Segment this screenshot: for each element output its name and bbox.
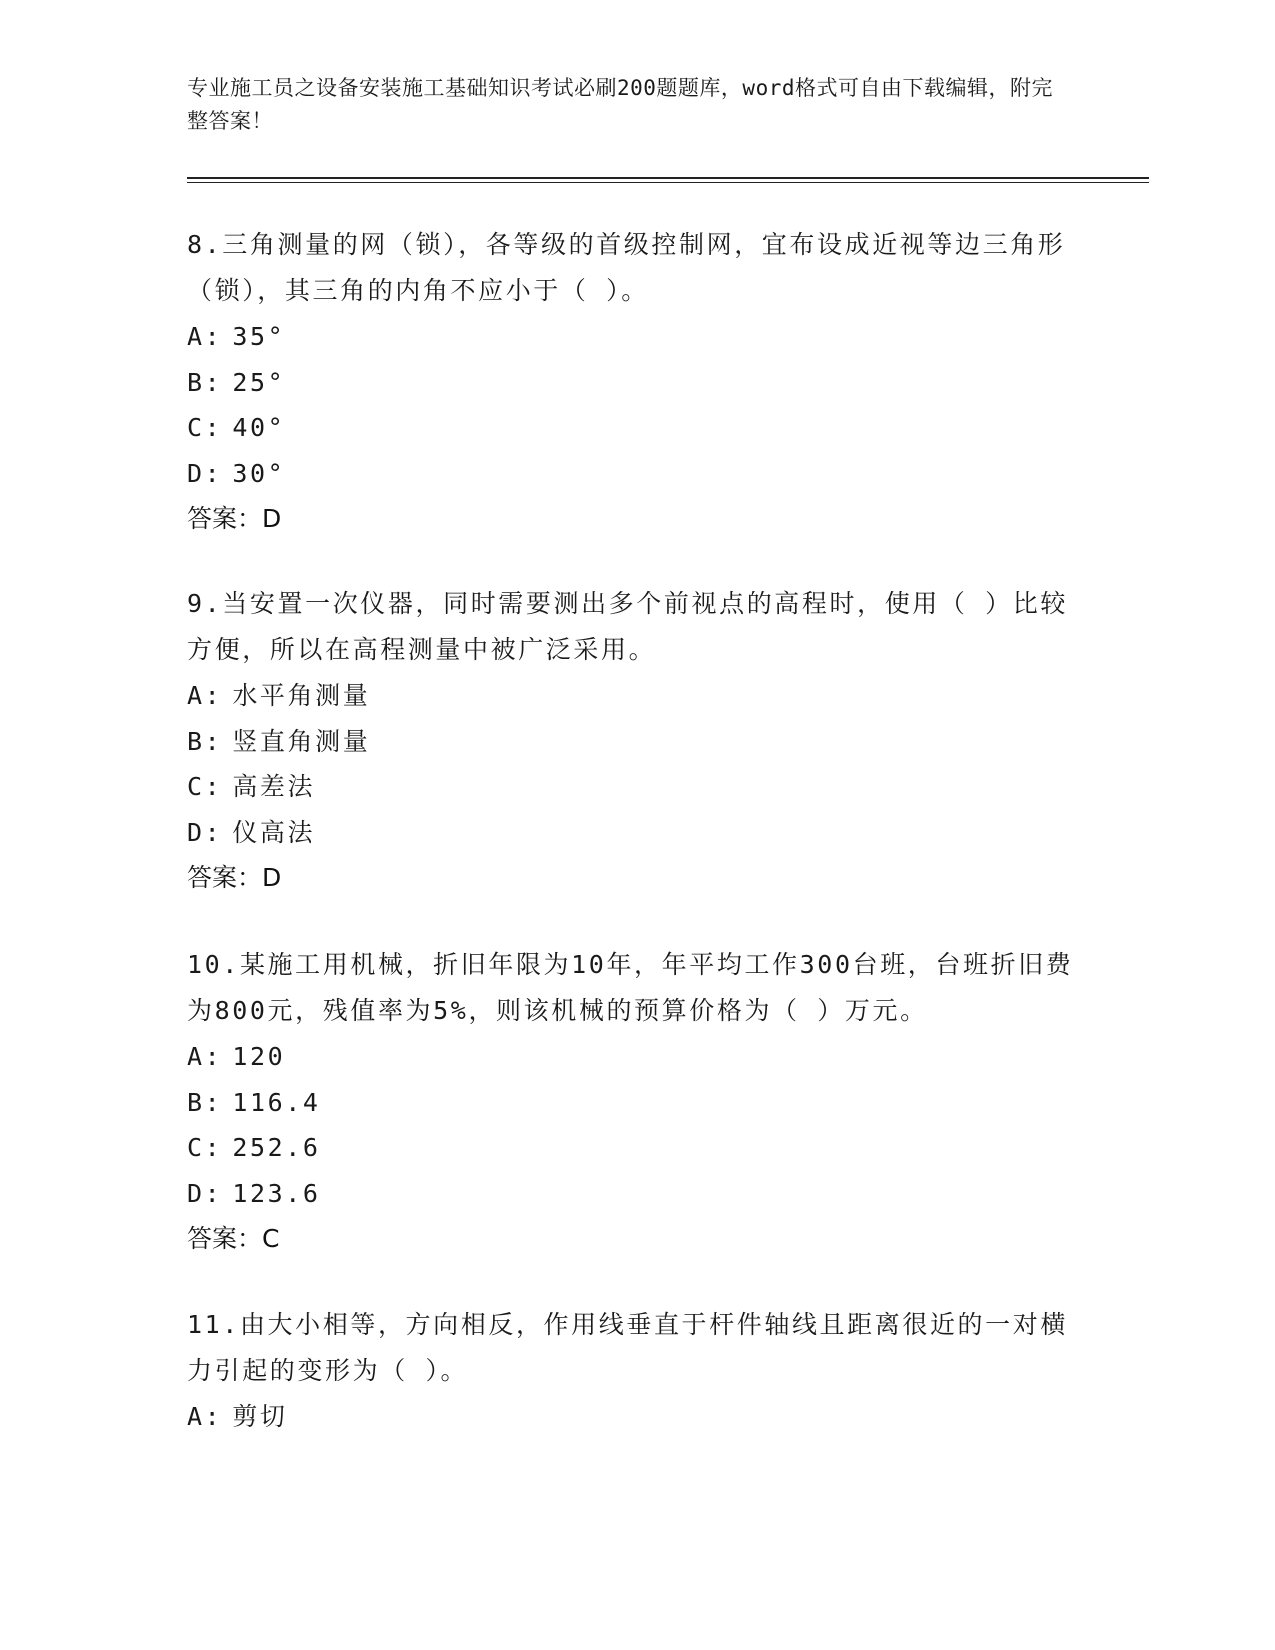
option-c xyxy=(187,764,1077,810)
question-10 xyxy=(187,942,1077,1262)
option-letter: A: xyxy=(187,1042,223,1071)
option-text: 水平角测量 xyxy=(232,681,371,710)
option-text: 35° xyxy=(232,322,286,351)
option-c xyxy=(187,405,1077,451)
option-b xyxy=(187,360,1077,406)
answer-label: 答案：D xyxy=(187,504,282,533)
option-letter: C: xyxy=(187,772,223,801)
option-letter: A: xyxy=(187,322,223,351)
option-d xyxy=(187,1171,1077,1217)
answer-label: 答案：D xyxy=(187,863,282,892)
option-text: 40° xyxy=(232,413,286,442)
question-8 xyxy=(187,222,1077,542)
option-text: 仪高法 xyxy=(232,817,316,847)
option-letter: A: xyxy=(187,1402,223,1431)
option-a xyxy=(187,314,1077,360)
header-rule-thick xyxy=(187,177,1149,179)
option-text: 25° xyxy=(232,367,286,397)
question-text: 11.由大小相等，方向相反，作用线垂直于杆件轴线且距离很近的一对横力引起的变形为（ ）。 xyxy=(187,1310,1068,1385)
question-11 xyxy=(187,1302,1077,1440)
option-b xyxy=(187,719,1077,765)
option-b xyxy=(187,1080,1077,1126)
question-text: 8.三角测量的网（锁），各等级的首级控制网，宜布设成近视等边三角形（锁），其三角的内角不应小于（ ）。 xyxy=(187,230,1066,305)
option-a xyxy=(187,1394,1077,1440)
option-letter: C: xyxy=(187,413,223,442)
option-letter: A: xyxy=(187,681,223,710)
option-text: 竖直角测量 xyxy=(232,726,371,756)
option-letter: B: xyxy=(187,1087,223,1117)
question-text: 9.当安置一次仪器，同时需要测出多个前视点的高程时，使用（ ）比较方便，所以在高程测量中被广泛采用。 xyxy=(187,589,1068,664)
option-letter: D: xyxy=(187,817,223,847)
option-letter: B: xyxy=(187,367,223,397)
document-header: 专业施工员之设备安装施工基础知识考试必刷200题题库，word格式可自由下载编辑，附完整答案！ xyxy=(187,76,1053,133)
option-d xyxy=(187,451,1077,497)
answer-label: 答案：C xyxy=(187,1224,280,1253)
option-letter: D: xyxy=(187,1178,223,1208)
question-text: 10.某施工用机械，折旧年限为10年，年平均工作300台班，台班折旧费为800元，残值率为5%，则该机械的预算价格为（ ）万元。 xyxy=(187,950,1074,1025)
header-rule-thin xyxy=(187,182,1149,183)
option-c xyxy=(187,1125,1077,1171)
option-text: 剪切 xyxy=(232,1402,288,1431)
option-text: 120 xyxy=(232,1042,286,1071)
option-a xyxy=(187,673,1077,719)
option-d xyxy=(187,810,1077,856)
option-text: 30° xyxy=(232,458,286,488)
option-text: 123.6 xyxy=(232,1178,321,1208)
option-letter: B: xyxy=(187,726,223,756)
option-a xyxy=(187,1034,1077,1080)
question-9 xyxy=(187,581,1077,901)
option-letter: C: xyxy=(187,1133,223,1162)
option-letter: D: xyxy=(187,458,223,488)
option-text: 116.4 xyxy=(232,1087,321,1117)
option-text: 252.6 xyxy=(232,1133,321,1162)
option-text: 高差法 xyxy=(232,772,316,801)
